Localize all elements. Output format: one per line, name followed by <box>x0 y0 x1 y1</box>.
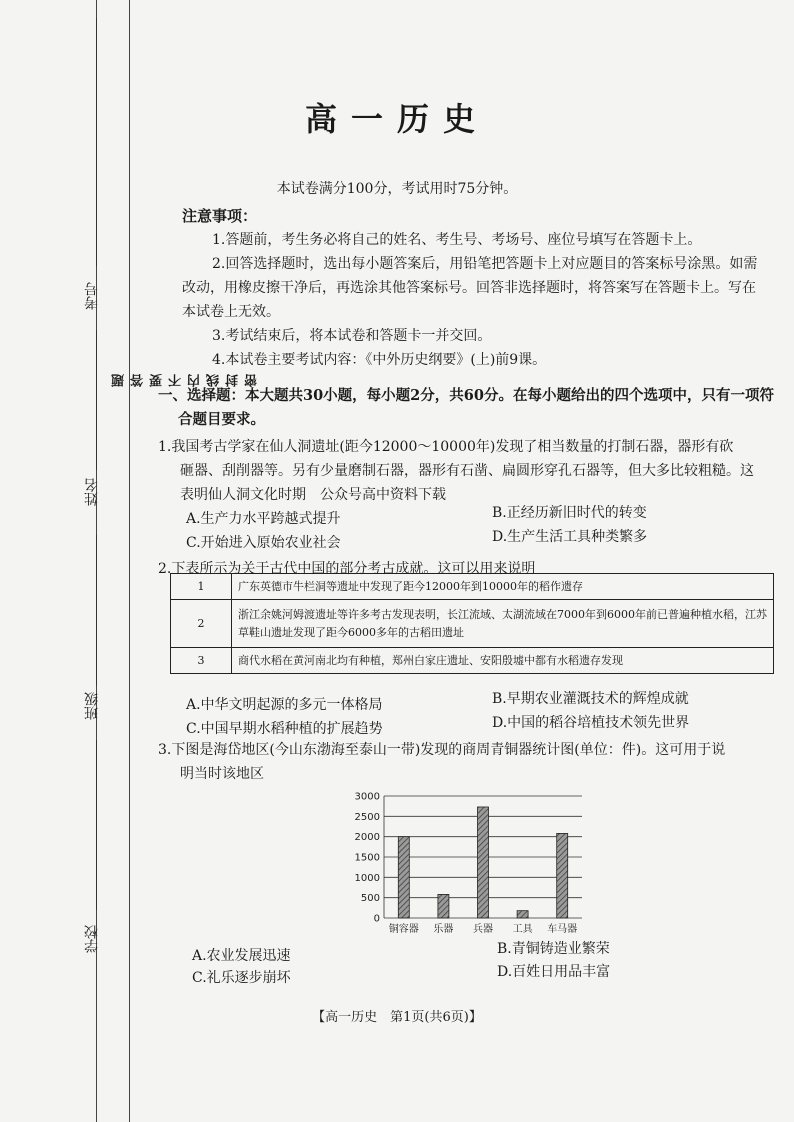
question-stem: 砸器、刮削器等。另有少量磨制石器，器形有石凿、扁圆形穿孔石器等，但大多比较粗糙。这 <box>180 463 754 479</box>
bronze-ware-bar-chart <box>350 788 590 938</box>
seal-char: 答 <box>131 374 146 387</box>
option-b: B.早期农业灌溉技术的辉煌成就 <box>492 691 689 707</box>
seal-char: 不 <box>169 374 184 387</box>
name-label: 姓名 <box>84 478 100 506</box>
table-row <box>171 574 774 600</box>
exam-subtitle: 本试卷满分100分，考试用时75分钟。 <box>276 181 518 197</box>
notice-item: 1.答题前，考生务必将自己的姓名、考生号、考场号、座位号填写在答题卡上。 <box>212 232 702 248</box>
y-tick-label: 1500 <box>354 852 380 864</box>
table-cell-no: 2 <box>171 600 232 648</box>
option-b: B.正经历新旧时代的转变 <box>492 505 647 521</box>
option-c: C.中国早期水稻种植的扩展趋势 <box>186 721 383 737</box>
option-c: C.礼乐逐步崩坏 <box>192 970 291 986</box>
school-label: 学校 <box>84 925 100 953</box>
seal-char: 要 <box>150 374 165 387</box>
y-tick-label: 2500 <box>354 811 380 823</box>
page-footer: 【高一历史 第1页(共6页)】 <box>312 1010 482 1025</box>
table-cell-text: 浙江余姚河姆渡遗址等许多考古发现表明，长江流域、太湖流域在7000年到6000年前已普遍种植水稻，江苏草鞋山遗址发现了距今6000多年的古稻田遗址 <box>232 600 774 648</box>
class-label: 班级 <box>84 692 100 720</box>
y-tick-label: 500 <box>360 893 380 905</box>
notice-heading: 注意事项： <box>182 207 258 225</box>
table-cell-text: 广东英德市牛栏洞等遗址中发现了距今12000年到10000年的稻作遗存 <box>232 574 774 600</box>
y-tick-label: 1000 <box>354 872 380 884</box>
question-stem: 2.下表所示为关于古代中国的部分考古成就。这可以用来说明 <box>158 561 536 577</box>
x-tick-label: 兵器 <box>473 924 493 935</box>
bar-车马器 <box>557 833 568 918</box>
table-cell-text: 商代水稻在黄河南北均有种植，郑州白家庄遗址、安阳殷墟中都有水稻遗存发现 <box>232 648 774 674</box>
class-underline <box>96 535 97 685</box>
section-title-line1: 一、选择题：本大题共30小题，每小题2分，共60分。在每小题给出的四个选项中，只有一项符 <box>158 387 774 404</box>
question-stem: 1.我国考古学家在仙人洞遗址(距今12000～10000年)发现了相当数量的打制石器，器形有砍 <box>158 439 734 455</box>
table-row <box>171 648 774 674</box>
seal-char: 封 <box>226 374 241 387</box>
x-tick-label: 乐器 <box>433 924 454 935</box>
x-tick-label: 工具 <box>512 924 533 935</box>
exam-no-underline <box>96 18 97 266</box>
option-b: B.青铜铸造业繁荣 <box>497 941 610 957</box>
question-stem: 表明仙人洞文化时期 公众号高中资料下载 <box>180 487 446 503</box>
school-underline <box>96 740 97 910</box>
bar-兵器 <box>478 807 489 918</box>
seal-char: 内 <box>188 374 203 387</box>
exam-no-label: 考号 <box>84 282 100 310</box>
bar-铜容器 <box>398 837 409 918</box>
option-d: D.中国的稻谷培植技术领先世界 <box>492 715 690 731</box>
archaeology-table <box>170 573 774 674</box>
option-d: D.百姓日用品丰富 <box>497 964 611 980</box>
option-c: C.开始进入原始农业社会 <box>186 535 341 551</box>
option-a: A.中华文明起源的多元一体格局 <box>186 697 383 713</box>
question-stem: 明当时该地区 <box>180 766 264 782</box>
y-tick-label: 0 <box>373 913 380 925</box>
table-cell-no: 1 <box>171 574 232 600</box>
question-stem: 3.下图是海岱地区(今山东渤海至泰山一带)发现的商周青铜器统计图(单位：件)。这可用于说 <box>158 742 726 758</box>
page-title: 高一历史 <box>304 100 489 138</box>
name-underline <box>96 330 97 470</box>
y-tick-label: 2000 <box>354 832 380 844</box>
section-title-line2: 合题目要求。 <box>178 411 265 428</box>
bar-工具 <box>517 911 528 918</box>
x-tick-label: 铜容器 <box>388 924 419 935</box>
seal-char: 密 <box>245 374 260 387</box>
notice-item: 4.本试卷主要考试内容：《中外历史纲要》(上)前9课。 <box>212 352 547 368</box>
option-a: A.农业发展迅速 <box>192 948 291 964</box>
seal-char: 线 <box>207 374 222 387</box>
bar-乐器 <box>438 894 449 918</box>
notice-item: 3.考试结束后，将本试卷和答题卡一并交回。 <box>212 328 492 344</box>
y-tick-label: 3000 <box>354 791 380 803</box>
notice-item: 2.回答选择题时，选出每小题答案后，用铅笔把答题卡上对应题目的答案标号涂黑。如需改动，用橡皮擦干净后，再选涂其他答案标号。回答非选择题时，将答案写在答题卡上。写在本试卷上无效。 <box>182 256 758 320</box>
binding-line-inner <box>129 0 130 1122</box>
seal-char: 题 <box>112 374 127 387</box>
table-cell-no: 3 <box>171 648 232 674</box>
notice-list <box>182 228 762 372</box>
table-row <box>171 600 774 648</box>
x-tick-label: 车马器 <box>547 924 578 935</box>
question-1 <box>158 435 776 507</box>
section-heading <box>158 384 774 432</box>
option-a: A.生产力水平跨越式提升 <box>186 511 341 527</box>
question-3 <box>158 738 776 786</box>
option-d: D.生产生活工具种类繁多 <box>492 529 648 545</box>
